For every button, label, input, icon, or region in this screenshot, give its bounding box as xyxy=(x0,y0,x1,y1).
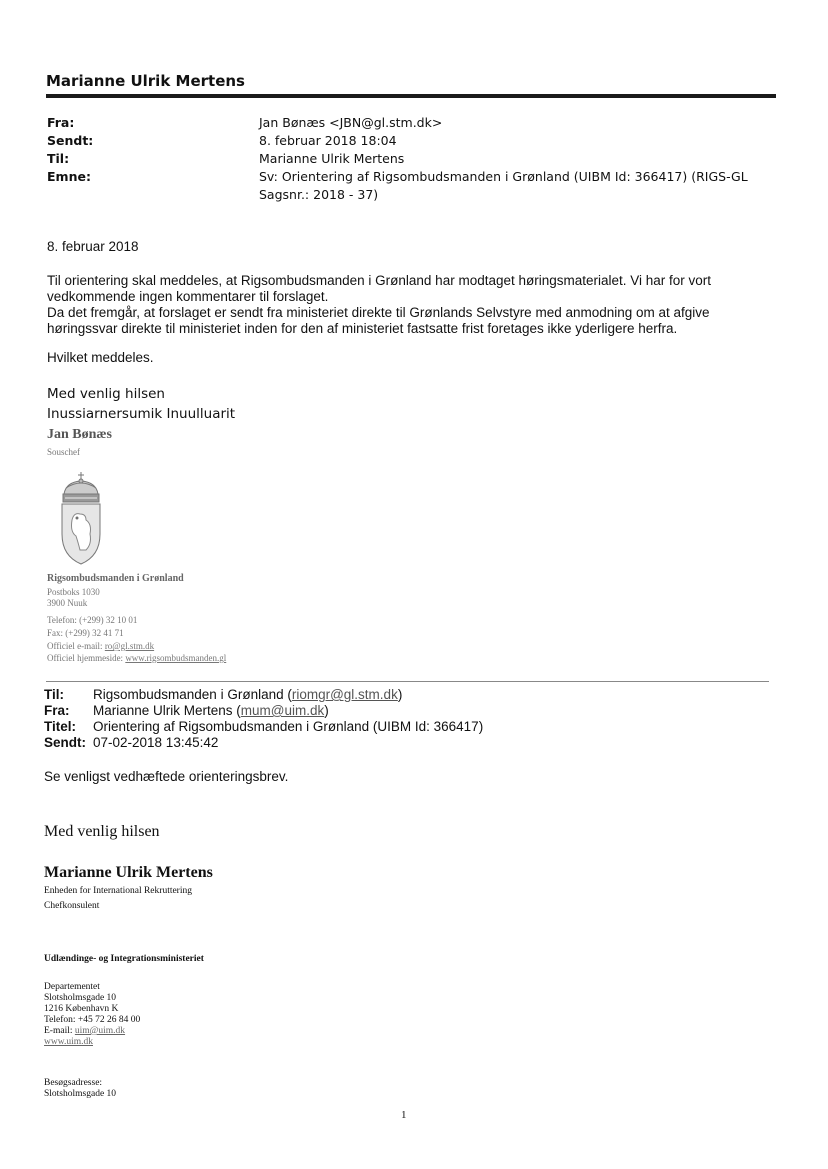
signature2-role: Chefkonsulent xyxy=(44,901,100,911)
signature-role: Souschef xyxy=(47,447,80,457)
subject-value: Sv: Orientering af Rigsombudsmanden i Grønland (UIBM Id: 366417) (RIGS-GL xyxy=(259,169,748,184)
signature2-street: Slotsholmsgade 10 xyxy=(44,993,117,1003)
header-rule xyxy=(46,94,776,98)
subject-label: Emne: xyxy=(47,169,91,184)
forward-to-label: Til: xyxy=(44,687,64,702)
forward-sent-label: Sendt: xyxy=(44,735,86,750)
signature-email-row xyxy=(47,641,154,651)
forward-body: Se venligst vedhæftede orienteringsbrev. xyxy=(44,769,289,784)
signature-greeting: Med venlig hilsen xyxy=(47,386,165,402)
sent-label: Sendt: xyxy=(47,133,94,148)
forward-from-email-link[interactable]: mum@uim.dk xyxy=(240,703,325,718)
reply-date: 8. februar 2018 xyxy=(47,239,139,254)
greenland-coat-of-arms-icon xyxy=(56,470,106,566)
signature2-ministry: Udlændinge- og Integrationsministeriet xyxy=(44,954,204,964)
subject-value-line2: Sagsnr.: 2018 - 37) xyxy=(259,187,379,202)
signature-greeting-greenlandic: Inussiarnersumik Inuulluarit xyxy=(47,406,236,422)
signature2-name: Marianne Ulrik Mertens xyxy=(44,864,213,881)
to-value: Marianne Ulrik Mertens xyxy=(259,151,405,166)
forward-to-paren: ) xyxy=(397,687,403,702)
reply-closing: Hvilket meddeles. xyxy=(47,350,154,365)
sent-value: 8. februar 2018 18:04 xyxy=(259,133,397,148)
reply-line-4: høringssvar direkte til ministeriet inden for den af ministeriet fastsatte frist foretages ikke yderligere herfra. xyxy=(47,321,678,336)
forward-to-name: Rigsombudsmanden i Grønland ( xyxy=(93,687,292,702)
signature2-web-row xyxy=(44,1037,93,1047)
forward-to-email-link[interactable]: riomgr@gl.stm.dk xyxy=(291,687,398,702)
signature2-department: Departementet xyxy=(44,982,100,992)
signature-web-link[interactable]: www.rigsombudsmanden.gl xyxy=(125,653,227,663)
signature-fax: Fax: (+299) 32 41 71 xyxy=(47,628,124,638)
page-number: 1 xyxy=(401,1109,407,1121)
forward-from-value xyxy=(93,703,329,718)
signature-address: Postboks 1030 xyxy=(47,587,100,597)
from-label: Fra: xyxy=(47,115,75,130)
signature-email-label: Officiel e-mail: xyxy=(47,641,105,651)
forward-title-label: Titel: xyxy=(44,719,77,734)
forward-from-label: Fra: xyxy=(44,703,70,718)
signature-city: 3900 Nuuk xyxy=(47,598,88,608)
signature2-email-row xyxy=(44,1026,125,1036)
signature2-email-label: E-mail: xyxy=(44,1026,75,1036)
reply-line-1: Til orientering skal meddeles, at Rigsombudsmanden i Grønland har modtaget høringsmaterialet. Vi har for vort xyxy=(47,273,712,288)
signature-email-link[interactable]: ro@gl.stm.dk xyxy=(104,641,155,651)
from-value: Jan Bønæs <JBN@gl.stm.dk> xyxy=(259,115,443,130)
signature2-visit-street: Slotsholmsgade 10 xyxy=(44,1089,117,1099)
signature2-email-link[interactable]: uim@uim.dk xyxy=(74,1026,126,1036)
signature2-unit: Enheden for International Rekruttering xyxy=(44,886,192,896)
signature2-phone: Telefon: +45 72 26 84 00 xyxy=(44,1015,141,1025)
forward-sent-value: 07-02-2018 13:45:42 xyxy=(93,735,219,750)
forward-to-value xyxy=(93,687,402,702)
forward-from-name: Marianne Ulrik Mertens ( xyxy=(93,703,241,718)
signature-organisation: Rigsombudsmanden i Grønland xyxy=(47,573,184,584)
signature2-visit-label: Besøgsadresse: xyxy=(44,1078,103,1088)
signature-phone: Telefon: (+299) 32 10 01 xyxy=(47,615,138,625)
document-title: Marianne Ulrik Mertens xyxy=(46,72,245,90)
forward-separator xyxy=(46,681,769,682)
signature-web-label: Officiel hjemmeside: xyxy=(47,653,126,663)
signature2-web-link[interactable]: www.uim.dk xyxy=(44,1037,93,1047)
signature2-city: 1216 København K xyxy=(44,1004,119,1014)
signature-name: Jan Bønæs xyxy=(47,427,112,442)
reply-line-3: Da det fremgår, at forslaget er sendt fra ministeriet direkte til Grønlands Selvstyre med anmodning om at afgive xyxy=(47,305,710,320)
signature-web-row xyxy=(47,653,226,663)
forward-title-value: Orientering af Rigsombudsmanden i Grønland (UIBM Id: 366417) xyxy=(93,719,484,734)
forward-from-paren: ) xyxy=(324,703,329,718)
reply-line-2: vedkommende ingen kommentarer til forslaget. xyxy=(47,289,329,304)
signature2-greeting: Med venlig hilsen xyxy=(44,823,160,840)
to-label: Til: xyxy=(47,151,70,166)
